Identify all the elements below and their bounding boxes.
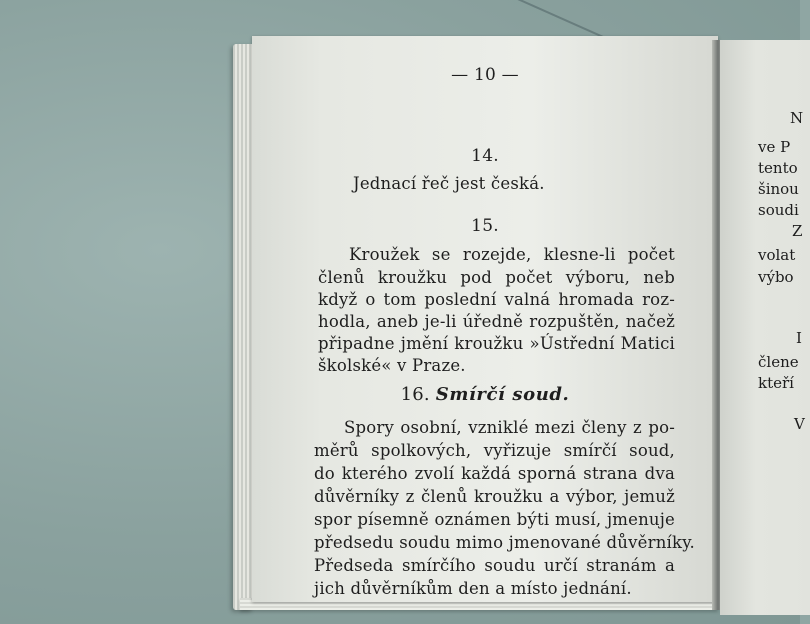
- page-number: — 10 —: [451, 65, 519, 85]
- section-15-line: Kroužek se rozejde, klesne-li počet: [349, 245, 675, 264]
- section-16-line: důvěrníky z členů kroužku a výbor, jemuž: [314, 487, 675, 506]
- right-fragment: N: [790, 109, 804, 127]
- right-page: [720, 40, 810, 615]
- section-14-number: 14.: [471, 146, 499, 166]
- section-16-number: 16.: [400, 384, 430, 405]
- section-15-line: hodla, aneb je-li úředně rozpuštěn, načež: [318, 312, 675, 331]
- section-15-line: připadne jmění kroužku »Ústřední Matici: [318, 334, 675, 353]
- right-fragment: člene: [758, 353, 799, 371]
- section-16-line: Předseda smírčího soudu určí stranám a: [314, 556, 675, 575]
- page-stack-edge: [233, 44, 253, 610]
- right-fragment: soudi: [758, 201, 799, 219]
- right-fragment: V: [794, 415, 805, 433]
- section-16-line: předsedu soudu mimo jmenované důvěrníky.: [314, 533, 695, 552]
- section-16-line: jich důvěrníkům den a místo jednání.: [314, 579, 632, 598]
- left-page: [252, 36, 718, 602]
- section-16-line: Spory osobní, vzniklé mezi členy z po-: [344, 418, 675, 437]
- right-fragment: ve P: [758, 138, 791, 156]
- right-page-text: [720, 40, 810, 615]
- right-fragment: I: [796, 329, 802, 347]
- right-fragment: kteří: [758, 374, 794, 392]
- section-15-number: 15.: [471, 216, 499, 236]
- section-16-line: do kterého zvolí každá sporná strana dva: [314, 464, 675, 483]
- section-16-line: spor písemně oznámen býti musí, jmenuje: [314, 510, 675, 529]
- section-14-text: Jednací řeč jest česká.: [353, 174, 545, 193]
- section-16-heading: [252, 384, 718, 405]
- section-15-line: když o tom poslední valná hromada roz-: [318, 290, 675, 309]
- right-fragment: Z: [792, 222, 803, 240]
- right-fragment: tento: [758, 159, 798, 177]
- section-15-line: členů kroužku pod počet výboru, neb: [318, 268, 675, 287]
- section-15-line: školské« v Praze.: [318, 356, 466, 375]
- right-fragment: šinou: [758, 180, 799, 198]
- section-16-line: měrů spolkových, vyřizuje smírčí soud,: [314, 441, 675, 460]
- right-fragment: volat: [758, 246, 796, 264]
- section-16-title: Smírčí soud.: [435, 384, 570, 405]
- right-fragment: výbo: [758, 268, 794, 286]
